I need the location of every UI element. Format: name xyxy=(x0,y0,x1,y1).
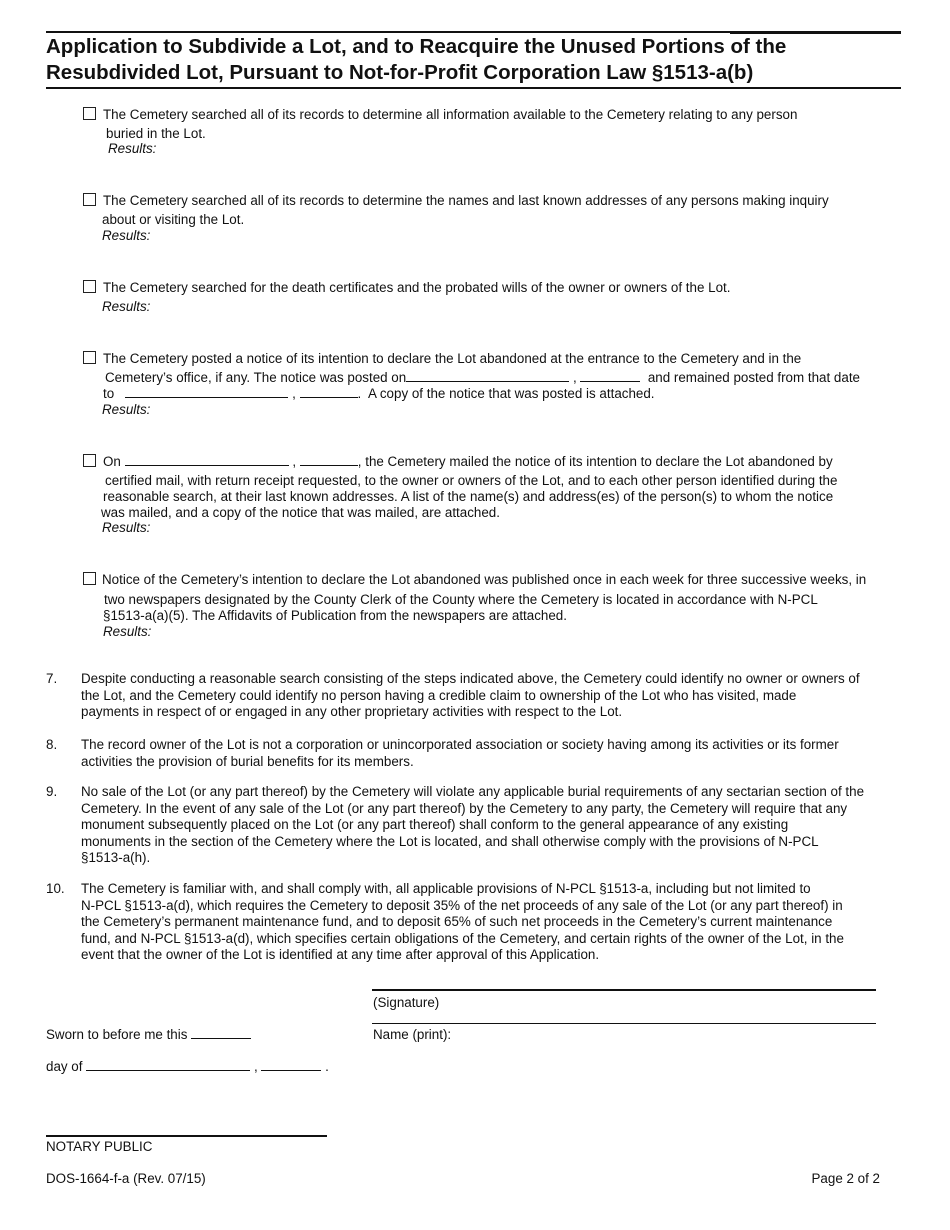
results-label: Results: xyxy=(103,624,152,639)
item-text-line: The Cemetery posted a notice of its intention to declare the Lot abandoned at the entrance to the Cemetery and in the xyxy=(103,351,802,366)
paragraph-line: No sale of the Lot (or any part thereof) by the Cemetery will violate any applicable burial requirements of any sectarian section of the xyxy=(81,784,865,799)
copy-attached-text: A copy of the notice that was posted is attached. xyxy=(367,386,655,401)
paragraph-line: the Cemetery’s permanent maintenance fund, and to deposit 65% of such net proceeds in the Cemetery’s current maintenance xyxy=(81,914,833,929)
item-text-line: was mailed, and a copy of the notice that was mailed, are attached. xyxy=(101,505,500,520)
paragraph-line: The record owner of the Lot is not a corporation or unincorporated association or society having among its activities or its former xyxy=(81,737,839,752)
notary-public-label: NOTARY PUBLIC xyxy=(46,1139,153,1154)
page-title-line-2: Resubdivided Lot, Pursuant to Not-for-Profit Corporation Law §1513-a(b) xyxy=(46,61,754,84)
item-text-line: On , , the Cemetery mailed the notice of its intention to declare the Lot abandoned by xyxy=(103,454,833,469)
item-number: 8. xyxy=(46,737,58,752)
checkbox-death-certificates[interactable] xyxy=(83,280,96,293)
paragraph-line: activities the provision of burial benefits for its members. xyxy=(81,753,414,769)
item-paragraph xyxy=(81,784,891,867)
posted-on-year-field[interactable] xyxy=(580,369,640,382)
paragraph-line: monument subsequently placed on the Lot (or any part thereof) shall conform to the general appearance of any existing xyxy=(81,817,789,832)
sworn-line xyxy=(46,1026,251,1043)
name-print-line[interactable] xyxy=(372,1023,876,1024)
results-label: Results: xyxy=(102,520,151,535)
day-of-month-field[interactable] xyxy=(86,1058,250,1071)
item-text-line: two newspapers designated by the County Clerk of the County where the Cemetery is located in accordance with N-PCL xyxy=(104,592,818,607)
checkbox-publication[interactable] xyxy=(83,572,96,585)
on-text: On xyxy=(103,454,121,469)
paragraph-line: §1513-a(h). xyxy=(81,850,151,865)
form-id: DOS-1664-f-a (Rev. 07/15) xyxy=(46,1171,206,1186)
checkbox-inquiry-search[interactable] xyxy=(83,193,96,206)
item-number: 9. xyxy=(46,784,58,799)
paragraph-line: Despite conducting a reasonable search consisting of the steps indicated above, the Cemetery could identify no owner or owners of xyxy=(81,671,860,686)
item-paragraph xyxy=(81,671,891,721)
item-text-line: The Cemetery searched all of its records to determine the names and last known addresses of any persons making inquiry xyxy=(103,193,829,208)
remained-posted-text: and remained posted from that date xyxy=(647,370,860,385)
paragraph-line: Cemetery. In the event of any sale of the Lot (or any part thereof) by the Cemetery to any party, the Cemetery will require that any xyxy=(81,800,848,816)
paragraph-line: fund, and N-PCL §1513-a(d), which specifies certain obligations of the Cemetery, and certain rights of the owner of the Lot, in the xyxy=(81,930,844,946)
item-number: 10. xyxy=(46,881,65,896)
checkbox-mailed-notice[interactable] xyxy=(83,454,96,467)
posted-until-date-field[interactable] xyxy=(125,385,288,398)
mailed-year-field[interactable] xyxy=(300,453,358,466)
results-label: Results: xyxy=(102,299,151,314)
results-label: Results: xyxy=(108,141,157,156)
item-text-line: §1513-a(a)(5). The Affidavits of Publication from the newspapers are attached. xyxy=(103,608,567,623)
checkbox-posted-notice[interactable] xyxy=(83,351,96,364)
posted-on-date-field[interactable] xyxy=(406,369,569,382)
results-label: Results: xyxy=(102,228,151,243)
item-paragraph xyxy=(81,737,891,770)
item-text-line: reasonable search, at their last known addresses. A list of the name(s) and address(es) of the person(s) to whom the notice xyxy=(103,489,834,504)
paragraph-line: event that the owner of the Lot is identified at any time after approval of this Application. xyxy=(81,947,600,962)
signature-label: (Signature) xyxy=(373,995,440,1010)
item-text-line: certified mail, with return receipt requested, to the owner or owners of the Lot, and to each other person identified during the xyxy=(105,473,838,488)
posted-until-year-field[interactable] xyxy=(300,385,358,398)
name-print-label: Name (print): xyxy=(373,1027,452,1042)
item-text-line: buried in the Lot. xyxy=(106,126,206,141)
item-text-line: The Cemetery searched for the death certificates and the probated wills of the owner or owners of the Lot. xyxy=(103,280,731,295)
item-text-line: Cemetery’s office, if any. The notice was posted on , and remained posted from that date xyxy=(105,370,860,385)
item-number: 7. xyxy=(46,671,58,686)
to-text: to xyxy=(103,386,115,401)
paragraph-line: N-PCL §1513-a(d), which requires the Cemetery to deposit 35% of the net proceeds of any sale of the Lot (or any part thereof) in xyxy=(81,897,843,913)
paragraph-line: payments in respect of or engaged in any other proprietary activities with respect to the Lot. xyxy=(81,704,623,719)
sworn-label: Sworn to before me this xyxy=(46,1027,188,1042)
page-title-line-1: Application to Subdivide a Lot, and to Reacquire the Unused Portions of the xyxy=(46,35,787,58)
sworn-day-field[interactable] xyxy=(191,1026,251,1039)
day-of-line: day of , . xyxy=(46,1059,329,1074)
item-text-line: Notice of the Cemetery’s intention to declare the Lot abandoned was published once in each week for three successive weeks, in xyxy=(102,572,867,587)
item-text-line: about or visiting the Lot. xyxy=(102,212,245,227)
mailed-date-field[interactable] xyxy=(125,453,289,466)
item-text-line: to , . A copy of the notice that was posted is attached. xyxy=(103,386,655,401)
day-of-label: day of xyxy=(46,1059,83,1074)
page-title xyxy=(46,34,906,86)
page-number: Page 2 of 2 xyxy=(811,1171,880,1186)
paragraph-line: the Lot, and the Cemetery could identify no person having a credible claim to ownership of the Lot who has visited, made xyxy=(81,687,797,703)
paragraph-line: The Cemetery is familiar with, and shall comply with, all applicable provisions of N-PCL §1513-a, including but not limited to xyxy=(81,881,811,896)
day-of-year-field[interactable] xyxy=(261,1058,321,1071)
results-label: Results: xyxy=(102,402,151,417)
posted-on-text: Cemetery’s office, if any. The notice was posted on xyxy=(105,370,407,385)
signature-line[interactable] xyxy=(372,989,876,991)
item-text-line: The Cemetery searched all of its records to determine all information available to the Cemetery relating to any person xyxy=(103,107,798,122)
paragraph-line: monuments in the section of the Cemetery where the Lot is located, and shall otherwise comply with the provisions of N-PCL xyxy=(81,833,819,849)
item-paragraph xyxy=(81,881,891,964)
title-bottom-rule xyxy=(46,87,901,89)
notary-signature-line[interactable] xyxy=(46,1135,327,1137)
checkbox-records-search[interactable] xyxy=(83,107,96,120)
mailed-notice-text: , the Cemetery mailed the notice of its intention to declare the Lot abandoned by xyxy=(357,454,833,469)
